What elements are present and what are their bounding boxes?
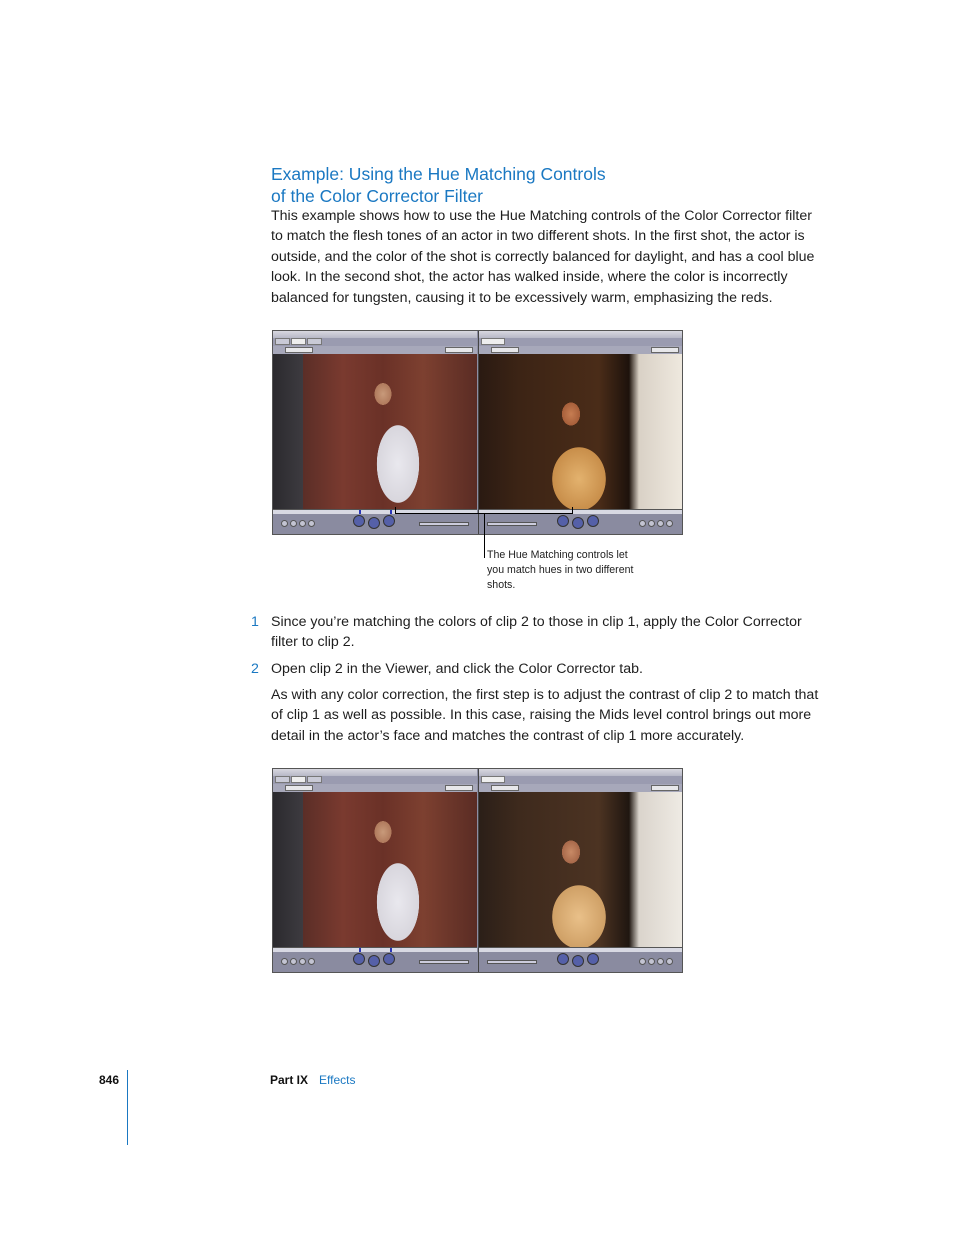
timecode-current (445, 347, 473, 353)
mark-icon (308, 520, 315, 527)
mark-icon (648, 958, 655, 965)
next-icon (383, 953, 395, 965)
mark-icon (666, 958, 673, 965)
mark-icon (281, 520, 288, 527)
figure-viewer-canvas-before (272, 330, 683, 535)
play-icon (572, 955, 584, 967)
next-icon (587, 515, 599, 527)
canvas-titlebar (479, 331, 683, 338)
play-icon (368, 955, 380, 967)
canvas-tabs (481, 776, 505, 784)
heading-line-2: of the Color Corrector Filter (271, 186, 484, 206)
mark-icon (290, 520, 297, 527)
clip-1-video-frame (273, 792, 477, 947)
timecode-current (445, 785, 473, 791)
prev-icon (557, 953, 569, 965)
transport-controls (479, 952, 683, 972)
footer-part: Part IX (270, 1073, 309, 1087)
shuttle-control (419, 522, 469, 526)
canvas-titlebar (479, 769, 683, 776)
step-number-1: 1 (251, 614, 259, 630)
play-icon (572, 517, 584, 529)
mark-icon (299, 958, 306, 965)
callout-line (484, 514, 485, 558)
sequence-tab (481, 776, 505, 783)
timecode-duration (491, 785, 519, 791)
footer-section: Effects (319, 1073, 356, 1087)
timecode-bar (479, 346, 683, 354)
shuttle-control (487, 960, 537, 964)
timecode-current (651, 785, 679, 791)
step-2-text: Open clip 2 in the Viewer, and click the Color Corrector tab. (271, 661, 643, 677)
viewer-pane (273, 769, 477, 972)
timecode-duration (285, 785, 313, 791)
canvas-pane (478, 769, 683, 972)
mark-icon (639, 958, 646, 965)
motion-tab (307, 338, 322, 345)
filters-tab (291, 776, 306, 783)
timecode-bar (273, 784, 477, 792)
section-heading (271, 163, 831, 207)
viewer-tabs (275, 338, 322, 346)
intro-paragraph: This example shows how to use the Hue Matching controls of the Color Corrector filter to match the flesh tones of an actor in two different shots. In the first shot, the actor is outside, and the color of the shot is correctly balanced for daylight, and has a cool blue look. In the second shot, the actor has walked inside, where the color is incorrectly balanced for tungsten, causing it to be excessively warm, emphasizing the reds. (271, 208, 815, 306)
heading-line-1: Example: Using the Hue Matching Controls (271, 164, 606, 184)
mark-icon (299, 520, 306, 527)
next-icon (587, 953, 599, 965)
canvas-tabs (481, 338, 505, 346)
step-2-detail: As with any color correction, the first step is to adjust the contrast of clip 2 to match that of clip 1 as well as possible. In this case, raising the Mids level control brings out more detail in the actor’s face and matches the contrast of clip 1 more accurately. (271, 687, 819, 744)
video-tab (275, 776, 290, 783)
transport-controls (273, 952, 477, 972)
timecode-duration (491, 347, 519, 353)
timecode-current (651, 347, 679, 353)
viewer-titlebar (273, 331, 477, 338)
motion-tab (307, 776, 322, 783)
next-icon (383, 515, 395, 527)
mark-icon (308, 958, 315, 965)
clip-2-video-frame (479, 354, 683, 509)
filters-tab (291, 338, 306, 345)
callout-bracket (395, 507, 573, 514)
sequence-tab (481, 338, 505, 345)
timecode-bar (273, 346, 477, 354)
clip-2-video-frame (479, 792, 683, 947)
play-icon (368, 517, 380, 529)
prev-icon (353, 515, 365, 527)
footer-rule (127, 1070, 128, 1145)
mark-icon (657, 958, 664, 965)
mark-icon (290, 958, 297, 965)
viewer-tabs (275, 776, 322, 784)
prev-icon (353, 953, 365, 965)
video-tab (275, 338, 290, 345)
mark-icon (639, 520, 646, 527)
shuttle-control (487, 522, 537, 526)
figure-viewer-canvas-after (272, 768, 683, 973)
transport-controls (273, 514, 477, 534)
transport-controls (479, 514, 683, 534)
timecode-duration (285, 347, 313, 353)
canvas-pane (478, 331, 683, 534)
mark-icon (666, 520, 673, 527)
page-number: 846 (99, 1073, 120, 1087)
viewer-titlebar (273, 769, 477, 776)
clip-1-video-frame (273, 354, 477, 509)
figure-caption: The Hue Matching controls let you match hues in two different shots. (487, 549, 634, 591)
prev-icon (557, 515, 569, 527)
shuttle-control (419, 960, 469, 964)
mark-icon (657, 520, 664, 527)
mark-icon (648, 520, 655, 527)
mark-icon (281, 958, 288, 965)
step-number-2: 2 (251, 661, 259, 677)
timecode-bar (479, 784, 683, 792)
step-1-text: Since you’re matching the colors of clip 2 to those in clip 1, apply the Color Corrector filter to clip 2. (271, 614, 802, 651)
viewer-pane (273, 331, 477, 534)
